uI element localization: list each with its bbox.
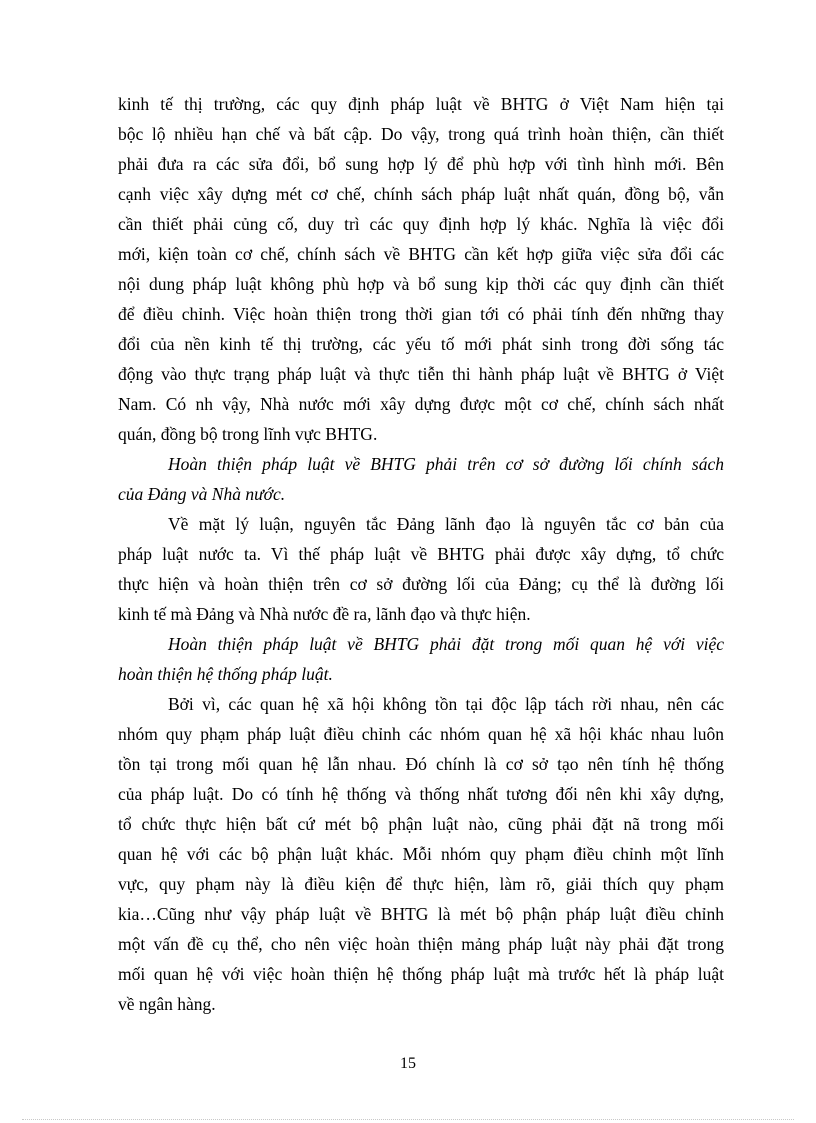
- text-line: nội dung pháp luật không phù hợp và bổ sung kịp thời các quy định cần thiết: [118, 274, 724, 294]
- text-line: tổ chức thực hiện bất cứ mét bộ phận luật nào, cũng phải đặt nã trong mối: [118, 814, 724, 834]
- text-line: quan hệ với các bộ phận luật khác. Mỗi nhóm quy phạm điều chỉnh một lĩnh: [118, 844, 724, 864]
- document-body: [118, 89, 724, 1019]
- text-line: Hoàn thiện pháp luật về BHTG phải trên cơ sở đường lối chính sách: [168, 454, 724, 474]
- italic-heading: [118, 629, 724, 689]
- text-line: một vấn đề cụ thể, cho nên việc hoàn thiện mảng pháp luật này phải đặt trong: [118, 934, 724, 954]
- text-line: mới, kiện toàn cơ chế, chính sách về BHTG cần kết hợp giữa việc sửa đổi các: [118, 244, 724, 264]
- paragraph: [118, 689, 724, 1019]
- page-number: 15: [400, 1055, 416, 1072]
- text-line: pháp luật nước ta. Vì thế pháp luật về BHTG phải được xây dựng, tổ chức: [118, 544, 724, 564]
- paragraph: [118, 509, 724, 629]
- text-line: kia…Cũng như vậy pháp luật về BHTG là mét bộ phận pháp luật điều chỉnh: [118, 904, 724, 924]
- text-line: cần thiết phải củng cố, duy trì các quy định hợp lý khác. Nghĩa là việc đổi: [118, 214, 724, 234]
- text-line: Bởi vì, các quan hệ xã hội không tồn tại độc lập tách rời nhau, nên các: [168, 694, 724, 714]
- text-line: Về mặt lý luận, nguyên tắc Đảng lãnh đạo là nguyên tắc cơ bản của: [168, 514, 724, 534]
- paragraph: [118, 89, 724, 449]
- text-line: phải đưa ra các sửa đổi, bổ sung hợp lý để phù hợp với tình hình mới. Bên: [118, 154, 724, 174]
- text-line: thực hiện và hoàn thiện trên cơ sở đường lối của Đảng; cụ thể là đường lối: [118, 574, 724, 594]
- italic-heading: [118, 449, 724, 509]
- text-line: mối quan hệ với việc hoàn thiện hệ thống pháp luật mà trước hết là pháp luật: [118, 964, 724, 984]
- text-line: bộc lộ nhiều hạn chế và bất cập. Do vậy, trong quá trình hoàn thiện, cần thiết: [118, 124, 724, 144]
- text-line: Nam. Có nh vậy, Nhà nước mới xây dựng được một cơ chế, chính sách nhất: [118, 394, 724, 414]
- text-line: vực, quy phạm này là điều kiện để thực hiện, làm rõ, giải thích quy phạm: [118, 874, 724, 894]
- text-line: của pháp luật. Do có tính hệ thống và thống nhất tương đối nên khi xây dựng,: [118, 784, 724, 804]
- text-line: đổi của nền kinh tế thị trường, các yếu tố mới phát sinh trong đời sống tác: [118, 334, 724, 354]
- text-line: của Đảng và Nhà nước.: [118, 484, 286, 504]
- text-line: cạnh việc xây dựng mét cơ chế, chính sách pháp luật nhất quán, đồng bộ, vẫn: [118, 184, 724, 204]
- text-line: để điều chỉnh. Việc hoàn thiện trong thời gian tới có phải tính đến những thay: [118, 304, 724, 324]
- text-line: nhóm quy phạm pháp luật điều chỉnh các nhóm quan hệ xã hội khác nhau luôn: [118, 724, 724, 744]
- page-bottom-divider: [22, 1119, 794, 1120]
- text-line: Hoàn thiện pháp luật về BHTG phải đặt trong mối quan hệ với việc: [168, 634, 724, 654]
- text-line: hoàn thiện hệ thống pháp luật.: [118, 664, 333, 684]
- text-line: quán, đồng bộ trong lĩnh vực BHTG.: [118, 424, 378, 444]
- text-line: kinh tế thị trường, các quy định pháp luật về BHTG ở Việt Nam hiện tại: [118, 94, 724, 114]
- text-line: tồn tại trong mối quan hệ lẫn nhau. Đó chính là cơ sở tạo nên tính hệ thống: [118, 754, 724, 774]
- text-line: kinh tế mà Đảng và Nhà nước đề ra, lãnh đạo và thực hiện.: [118, 604, 531, 624]
- text-line: về ngân hàng.: [118, 994, 216, 1014]
- text-line: động vào thực trạng pháp luật và thực tiễn thi hành pháp luật về BHTG ở Việt: [118, 364, 724, 384]
